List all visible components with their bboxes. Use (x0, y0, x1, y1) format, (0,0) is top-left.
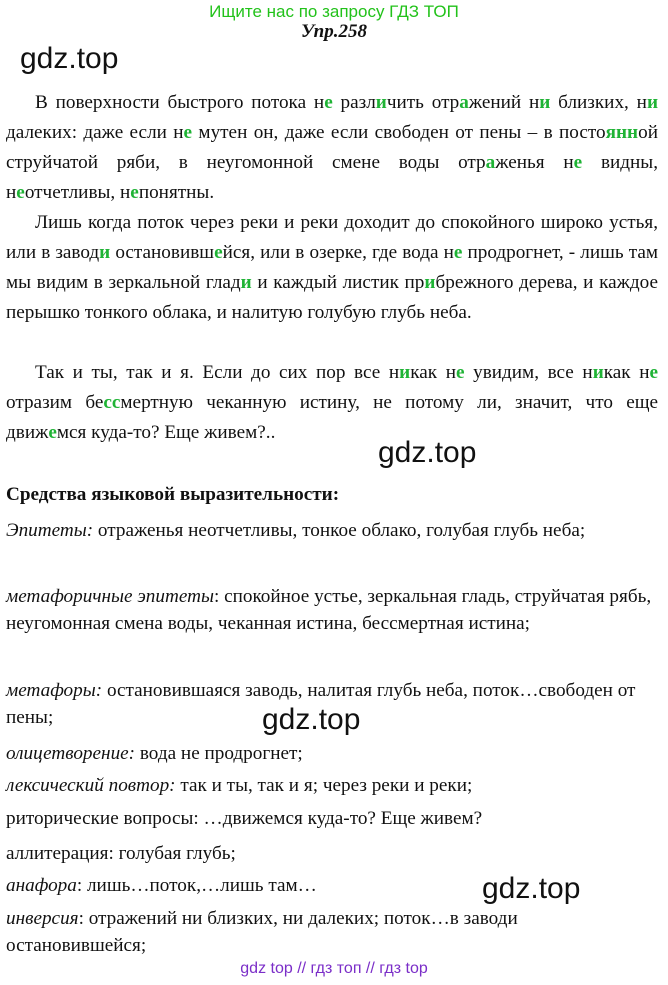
device-name: анафора (6, 875, 77, 896)
text-segment: как н (410, 362, 456, 383)
device-item (6, 772, 658, 799)
highlighted-letter: е (183, 122, 193, 143)
text-segment: жений н (468, 92, 540, 113)
device-item (6, 805, 658, 832)
highlighted-letter: и (646, 92, 658, 113)
device-example: : спокойное устье, зеркальная гладь, струйчатая рябь, неугомонная смена воды, чеканная истина, бессмертная истина; (6, 586, 652, 634)
device-example: : лишь…поток,…лишь там… (76, 875, 317, 896)
watermark: gdz.top (378, 436, 477, 469)
device-example: остановившаяся заводь, налитая глубь неба, поток…свободен от пены; (6, 680, 636, 728)
highlighted-letter: и (375, 92, 387, 113)
section-heading: Средства языковой выразительности: (6, 484, 340, 505)
text-segment: мертную чеканную истину, не потому ли, значит, что еще движ (6, 392, 659, 443)
text-segment: остановивш (110, 242, 215, 263)
device-item (6, 677, 658, 731)
watermark: gdz.top (262, 703, 361, 736)
device-name: лексический повтор: (6, 775, 176, 796)
highlighted-letter: а (459, 92, 469, 113)
device-item (6, 905, 658, 959)
device-name: метафоры: (6, 680, 103, 701)
highlighted-letter: и (424, 272, 436, 293)
text-segment: ой струйчатой ряби, в неугомонной смене воды отр (6, 122, 658, 173)
text-segment: разл (332, 92, 376, 113)
text-segment: йся, или в озерке, где вода н (222, 242, 454, 263)
highlighted-letter: и (539, 92, 551, 113)
device-name: олицетворение: (6, 743, 136, 764)
text-segment: видны, н (6, 152, 658, 203)
text-segment: Так и ты, так и я. Если до сих пор все н (35, 362, 400, 383)
highlighted-letter: янн (605, 122, 639, 143)
text-segment: как н (603, 362, 650, 383)
device-item (6, 840, 658, 867)
highlighted-letter: и (240, 272, 252, 293)
text-segment: мутен он, даже если свободен от пены – в посто (192, 122, 606, 143)
device-example: : отражений ни близких, ни далеких; поток…в заводи остановившейся; (6, 908, 518, 956)
text-segment: Лишь когда поток через реки и реки доходит до спокойного широко устья, или в завод (6, 212, 658, 263)
highlighted-letter: е (649, 362, 659, 383)
device-name: метафоричные эпитеты (6, 586, 214, 607)
footer-links: gdz top // гдз топ // гдз top (240, 960, 428, 977)
text-segment: брежного дерева, и каждое перышко тонкого облака, и налитую голубую глубь неба. (6, 272, 658, 323)
text-paragraph-2 (6, 208, 658, 328)
text-segment: и каждый листик пр (251, 272, 425, 293)
text-segment: понятны. (138, 182, 215, 203)
text-segment: женья н (495, 152, 574, 173)
device-example: так и ты, так и я; через реки и реки; (175, 775, 473, 796)
highlighted-letter: е (573, 152, 583, 173)
watermark: gdz.top (482, 872, 581, 905)
search-banner: Ищите нас по запросу ГДЗ ТОП (209, 2, 459, 21)
text-segment: далеких: даже если н (6, 122, 184, 143)
highlighted-letter: и (99, 242, 111, 263)
text-segment: чить отр (386, 92, 460, 113)
text-segment: отразим бе (6, 392, 104, 413)
device-item (6, 583, 658, 637)
device-name: Эпитеты: (6, 520, 94, 541)
device-item (6, 872, 658, 899)
watermark: gdz.top (20, 42, 119, 75)
device-example: отраженья неотчетливы, тонкое облако, голубая глубь неба; (93, 520, 586, 541)
device-name: инверсия (6, 908, 79, 929)
text-segment: увидим, все н (464, 362, 593, 383)
text-segment: отчетливы, н (24, 182, 131, 203)
highlighted-letter: е (453, 242, 463, 263)
highlighted-letter: и (592, 362, 604, 383)
text-paragraph-3 (6, 358, 658, 448)
text-segment: продрогнет, - лишь там мы видим в зеркальной глад (6, 242, 658, 293)
device-item (6, 740, 658, 767)
highlighted-letter: е (455, 362, 465, 383)
highlighted-letter: а (485, 152, 496, 173)
highlighted-letter: е (48, 422, 57, 443)
text-segment: мся куда-то? Еще живем?.. (56, 422, 276, 443)
device-example: вода не продрогнет; (135, 743, 303, 764)
device-item (6, 517, 658, 544)
highlighted-letter: и (399, 362, 411, 383)
device-example: риторические вопросы: …движемся куда-то? Еще живем? (6, 808, 483, 829)
text-paragraph-1 (6, 88, 658, 208)
highlighted-letter: е (16, 182, 25, 203)
text-segment: близких, н (550, 92, 647, 113)
device-example: аллитерация: голубая глубь; (6, 843, 236, 864)
text-segment: В поверхности быстрого потока н (35, 92, 325, 113)
highlighted-letter: е (214, 242, 223, 263)
highlighted-letter: е (324, 92, 333, 113)
highlighted-letter: сс (103, 392, 121, 413)
exercise-title: Упр.258 (300, 21, 367, 42)
highlighted-letter: е (130, 182, 139, 203)
